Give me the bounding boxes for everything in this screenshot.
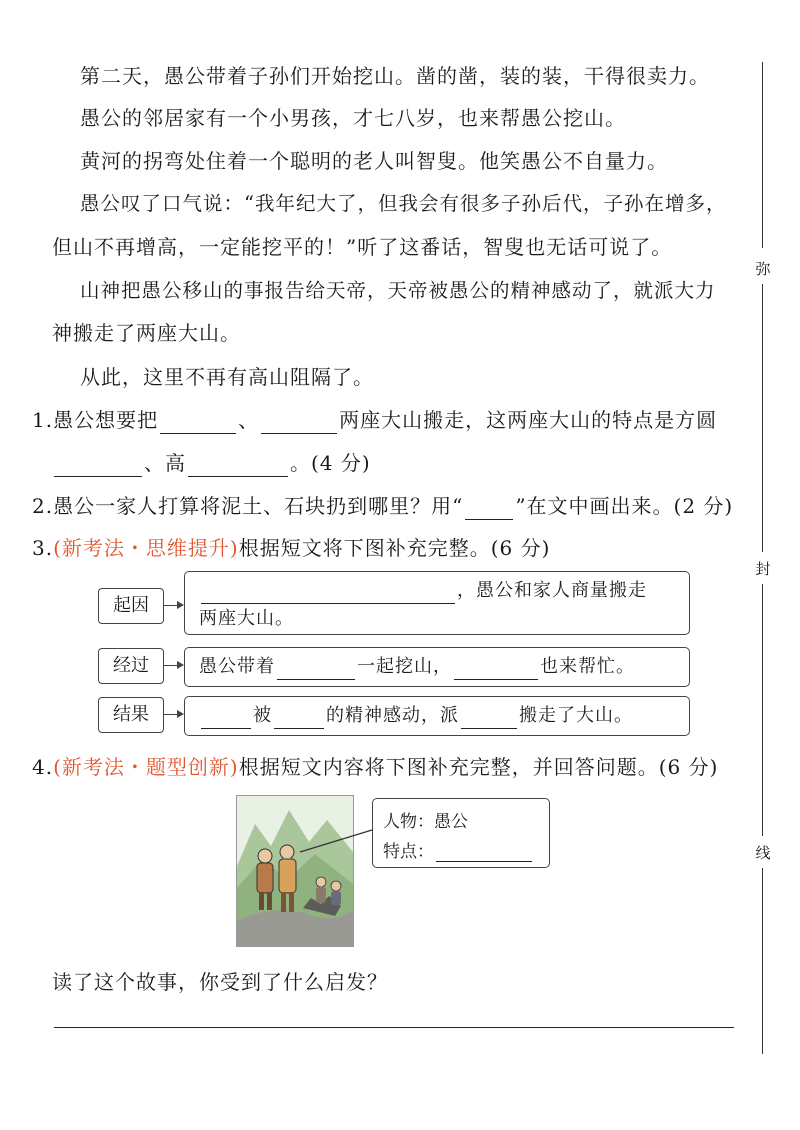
character-person: 人物：愚公 <box>383 812 468 832</box>
flow-cause-text1: ，愚公和家人商量搬走 <box>457 580 647 601</box>
flow-result-text3: 搬走了大山。 <box>519 705 633 726</box>
flow-result-text2: 的精神感动，派 <box>326 705 459 726</box>
flow-result-text1: 被 <box>253 705 272 726</box>
q4-tag: (新考法・题型创新) <box>53 755 239 779</box>
passage-p3: 黄河的拐弯处住着一个聪明的老人叫智叟。他笑愚公不自量力。 <box>80 149 668 173</box>
flow-cause-text2: 两座大山。 <box>199 608 294 629</box>
flow-process-text3: 也来帮忙。 <box>540 656 635 677</box>
passage-p6: 从此，这里不再有高山阻隔了。 <box>80 365 374 389</box>
flow-process-text1: 愚公带着 <box>199 656 275 677</box>
passage-p4-line1: 愚公叹了口气说：“我年纪大了，但我会有很多子孙后代，子孙在增多， <box>80 192 727 215</box>
flow-label-process: 经过 <box>98 648 164 684</box>
character-box <box>372 798 550 868</box>
character-trait-label: 特点： <box>383 842 434 862</box>
q2-text-a: 2.愚公一家人打算将泥土、石块扔到哪里？用“ <box>32 494 464 518</box>
passage-p5-line1: 山神把愚公移山的事报告给天帝，天帝被愚公的精神感动了，就派大力 <box>80 279 716 302</box>
q2-text-b: ”在文中画出来。(2 分) <box>515 494 734 518</box>
character-trait-blank[interactable] <box>436 844 532 862</box>
reflection-question: 读了这个故事，你受到了什么启发？ <box>52 970 388 994</box>
q1-text-e: 。(4 分) <box>290 451 371 475</box>
flow-label-result: 结果 <box>98 697 164 733</box>
margin-char-xian: 线 <box>755 844 771 862</box>
q1-text-a: 1.愚公想要把 <box>32 408 159 432</box>
q3-text: 根据短文将下图补充完整。(6 分) <box>238 536 551 560</box>
q3-tag: (新考法・思维提升) <box>53 536 239 560</box>
q1-text-c: 两座大山搬走，这两座大山的特点是方圆 <box>339 408 718 432</box>
passage-p4-line2: 但山不再增高，一定能挖平的！”听了这番话，智叟也无话可说了。 <box>52 235 673 259</box>
q4-text: 根据短文内容将下图补充完整，并回答问题。(6 分) <box>238 755 719 779</box>
q4-number: 4. <box>32 755 54 779</box>
passage-p1: 第二天，愚公带着子孙们开始挖山。凿的凿，装的装，干得很卖力。 <box>80 64 710 88</box>
passage-p5-line2: 神搬走了两座大山。 <box>52 321 241 345</box>
flow-process-text2: 一起挖山， <box>357 656 452 677</box>
q1-text-d: 、高 <box>144 451 186 475</box>
q3-number: 3. <box>32 536 54 560</box>
answer-line[interactable] <box>54 1027 734 1028</box>
passage-p2: 愚公的邻居家有一个小男孩，才七八岁，也来帮愚公挖山。 <box>80 106 626 130</box>
margin-char-feng: 封 <box>755 560 771 578</box>
flow-label-cause: 起因 <box>98 588 164 624</box>
q1-text-b: 、 <box>238 408 260 432</box>
margin-char-mi: 弥 <box>755 260 771 278</box>
